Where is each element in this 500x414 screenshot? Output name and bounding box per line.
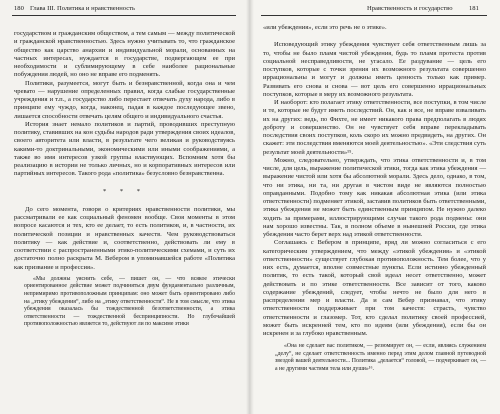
running-head: Нравственность и государство xyxy=(367,5,453,12)
paragraph: «или убеждения», если это речь не о этике». xyxy=(263,24,387,31)
body-text xyxy=(263,24,486,374)
paragraph: И наоборот: кто полагает этику ответственности, все поступки, в том числе и те, которые не будут иметь последствий. Он, как и все, не вправе взваливать их на других: ведь, по Фихте, не имеет никакого права предполагать в людях доброту и совершенство. Он не чувствует себя вправе перекладывать последствия своих поступков, коль скоро их можно предвидеть, на других. Он скажет: эти последствия вменяются моей деятельностью». «Эти следствия суть результат моей деятельности»¹⁵. xyxy=(263,99,486,156)
paragraph: Исповедующий этику убеждения чувствует себя ответственным лишь за то, чтобы не было пламя чистой убеждения, будь то пламя протеста против социальной несправедливости, не угасало. Ее раздувание — цель его поступков, которые с точки зрения их возможного результата совершенно иррациональны и могут и должны иметь ценность только как пример. Развивать его снова и снова — вот цель его совершенно иррациональных поступков, которые в меру их возможного результата. xyxy=(263,41,486,98)
spacer xyxy=(263,32,486,41)
header-rule xyxy=(261,15,487,16)
right-page xyxy=(251,0,500,414)
paragraph: Политики, разумеется, могут быть и безнравственной, когда она и чем чревато — нарушение определенных правил, когда слабые государственные учреждения и т.п., а государство либо перестает отвечать духу народа, либо в принципе ему чуждо, когда, наконец, падая в каждое последующее звено, лишается способности отвечать целям общего и индивидуального счастья. xyxy=(14,79,235,120)
page-number: 180 xyxy=(14,5,24,12)
block-quote: «Мы должны уяснить себе, — пишет он, — что всякое этически ориентированное действие может подчиняться двум фундаментально различным, непримиримо противоположным принципам: оно может быть ориентировано либо на „этику убеждения“, либо на „этику ответственности“. Не в том смысле, что этика убеждения оказалась бы тождественной безответственности, а этика ответственности — тождественной беспринципности. Но глубочайшей противоположностью является то, действуют ли по максиме этики xyxy=(24,275,235,328)
page-number: 181 xyxy=(469,5,479,12)
header-rule xyxy=(12,15,236,16)
paragraph: государством и гражданским обществом, а тем самым — между политической и гражданской нравственностью. Здесь нужно учитывать то, что гражданское общество как царство анархии и индивидуальной морали, основанных на частных интересах, нуждается в государстве, подвергающем ее при необходимости и сублимирующему в себе наиболее рациональные побуждения людей, но оно не вправе его подменять. xyxy=(14,30,235,79)
block-quote: «Она не сделает вас политиком, — резюмирует он, — если, являясь служением „делу“, не сделает ответственность именно перед этим делом главной путеводной звездой вашей деятельности... Политика „делается“ головой, — подчеркивает он, — а не другими частями тела или души»¹⁶. xyxy=(275,343,486,373)
body-text xyxy=(14,30,235,329)
running-head: Глава III. Политика и нравственность xyxy=(30,5,136,12)
book-gutter xyxy=(246,0,254,414)
section-separator: * * * xyxy=(103,187,146,195)
paragraph: Соглашаясь с Вебером в принципе, вряд ли можно согласиться с его категорическим утверждением, что между «этикой убеждения» и «этикой ответственности» существует глубокая противоположность. Тем более, что у них есть, думается, вполне совместные пункты. Если истинно убежденный политик, то есть такой, который свой идеал несет ответственно, может действовать и по этике ответственности. Все зависит от того, каково содержание убеждений, следует, чтобы нечто не было для него в распределении мер и власти. Да и сам Вебер признавал, что этику ответственности поддерживает при том качеств: страсть, чувство ответственности и глазомер. Тот, кто сделал политику своей профессией, может быть искренней тем, кто по идеям (или убеждения), если бы он искренен и за глубоко нравственным. xyxy=(263,239,486,337)
paragraph: До сего момента, говоря о критериях нравственности политики, мы рассматривали ее как социальный феномен вообще. Своя моменты в этом вопросе касаются и тех, кто ее делает, то есть политиков, и, в частности, их политической позиции и нравственных качеств. Чем руководствоваться политику — как действие и, соответственно, действовать ли ему в соответствии с распространенными этико-политическими схемами, и суть их достаточно полно раскрыта М. Вебером в упоминавшейся работе «Политика как призвание и профессия». xyxy=(14,205,235,271)
paragraph: История знает немало политиков и партий, проводивших преступную политику, ставивших на кон судьбы народов ради утверждения своих идеалов, своего авторитета или власти, в результате чего великая и руководствуясь какими-то доктринальными, экономическими или иными соображениями, а также во имя интересов узкой группы властвующих. Вспомним хотя бы реализацию в истории не только личных, но и корпоративных интересов или партийных интересов. Такого рода «политика» безусловно безнравственна. xyxy=(14,120,235,178)
left-page xyxy=(0,0,249,414)
paragraph: Можно, следовательно, утверждать, что этика ответственности и, в том числе, для цель, выражение политической этики, тогда как этика убеждения — выражение чистой или хотя бы абсолютной морали. Здесь дело, однако, в том, что ни этика, ни та, ни другая в чистом виде не являются полностью оправданными. Подобно тому как никакая абсолютная этика (или этика ответственности) подменяет этикой, заставив политиков быть ответственными, этика убеждения не может быть единственным принципом. Не нужно далеко ходить за примерами, иллюстрирующими случаи такого рода подмены: они нам хорошо известны. Так, в полном объеме в нынешней России, где этика убеждения часто берет верх над этикой ответственности. xyxy=(263,156,486,238)
